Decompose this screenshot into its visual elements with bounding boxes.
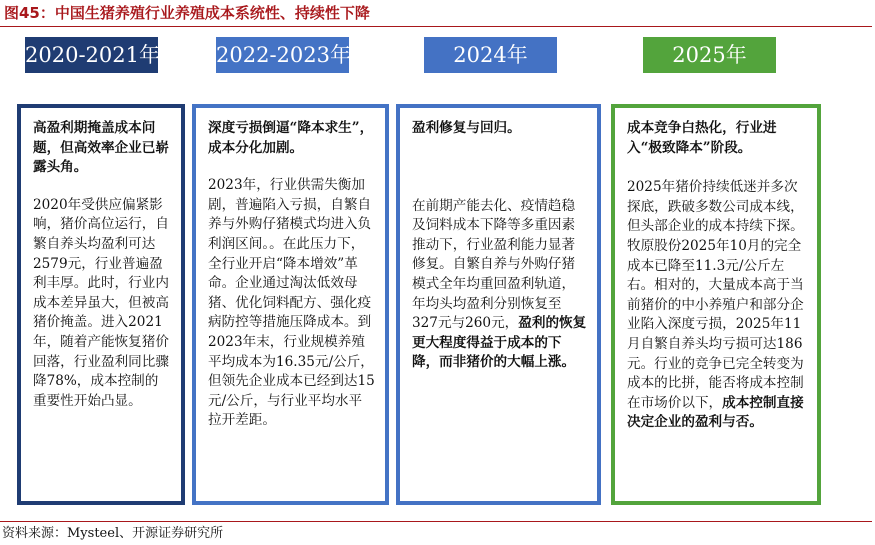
year-label-2022-2023: 2022-2023年: [216, 37, 349, 73]
year-label-2024: 2024年: [424, 37, 557, 73]
period-card-2022-2023: [192, 104, 389, 505]
period-body-highlight: 盈利的恢复更大程度得益于成本的下降，而非猪价的大幅上涨。: [412, 315, 587, 371]
period-card-2024: [396, 104, 601, 505]
period-card-2020-2021: [17, 104, 185, 505]
year-label-2025: 2025年: [643, 37, 776, 73]
period-body-text: 2025年猪价持续低迷并多次探底，跌破多数公司成本线，但头部企业的成本持续下探。牧原股份2025年10月的完全成本已降至11.3元/公斤左右。相对的，大量成本高于当前猪价的中小养殖户和部分企业陷入深度亏损，2025年11月自繁自养头均亏损可达186元。行业的竞争已完全转变为成本的比拼，能否将成本控制在市场价以下，: [627, 179, 804, 411]
period-headline: 高盈利期掩盖成本问题，但高效率企业已崭露头角。: [33, 120, 169, 176]
period-headline: 盈利修复与回归。: [412, 120, 521, 136]
period-body: 2023年，行业供需失衡加剧，普遍陷入亏损，自繁自养与外购仔猪模式均进入负利润区间。。在此压力下，全行业开启“降本增效”革命。企业通过淘汰低效母猪、优化饲料配方、强化疫病防控等措施压降成本。到2023年末，行业规模养殖平均成本为16.35元/公斤，但领先企业成本已经到达15元/公斤，与行业平均水平拉开差距。: [208, 177, 375, 429]
period-headline: 成本竞争白热化，行业进入“极致降本”阶段。: [627, 120, 777, 156]
source-note: 资料来源：Mysteel、开源证券研究所: [2, 526, 224, 541]
figure-title: 图45：中国生猪养殖行业养殖成本系统性、持续性下降: [4, 4, 370, 22]
period-body: [627, 178, 807, 433]
year-label-2020-2021: 2020-2021年: [25, 37, 158, 73]
period-body: [412, 197, 587, 373]
period-body-text: 在前期产能去化、疫情趋稳及饲料成本下降等多重因素推动下，行业盈利能力显著修复。自繁自养与外购仔猪模式全年均重回盈利轨道，年均头均盈利分别恢复至327元与260元，: [412, 197, 576, 332]
period-headline: 深度亏损倒逼“降本求生”，成本分化加剧。: [208, 120, 374, 156]
period-body: 2020年受供应偏紧影响，猪价高位运行，自繁自养头均盈利可达2579元，行业普遍盈利丰厚。此时，行业内成本差异虽大，但被高猪价掩盖。进入2021年，随着产能恢复猪价回落，行业盈利同比骤降78%，成本控制的重要性开始凸显。: [33, 196, 169, 409]
period-body-highlight: 成本控制直接决定企业的盈利与否。: [627, 394, 804, 431]
period-card-2025: [611, 104, 821, 505]
title-divider: [0, 26, 872, 27]
footer-divider: [0, 521, 872, 522]
